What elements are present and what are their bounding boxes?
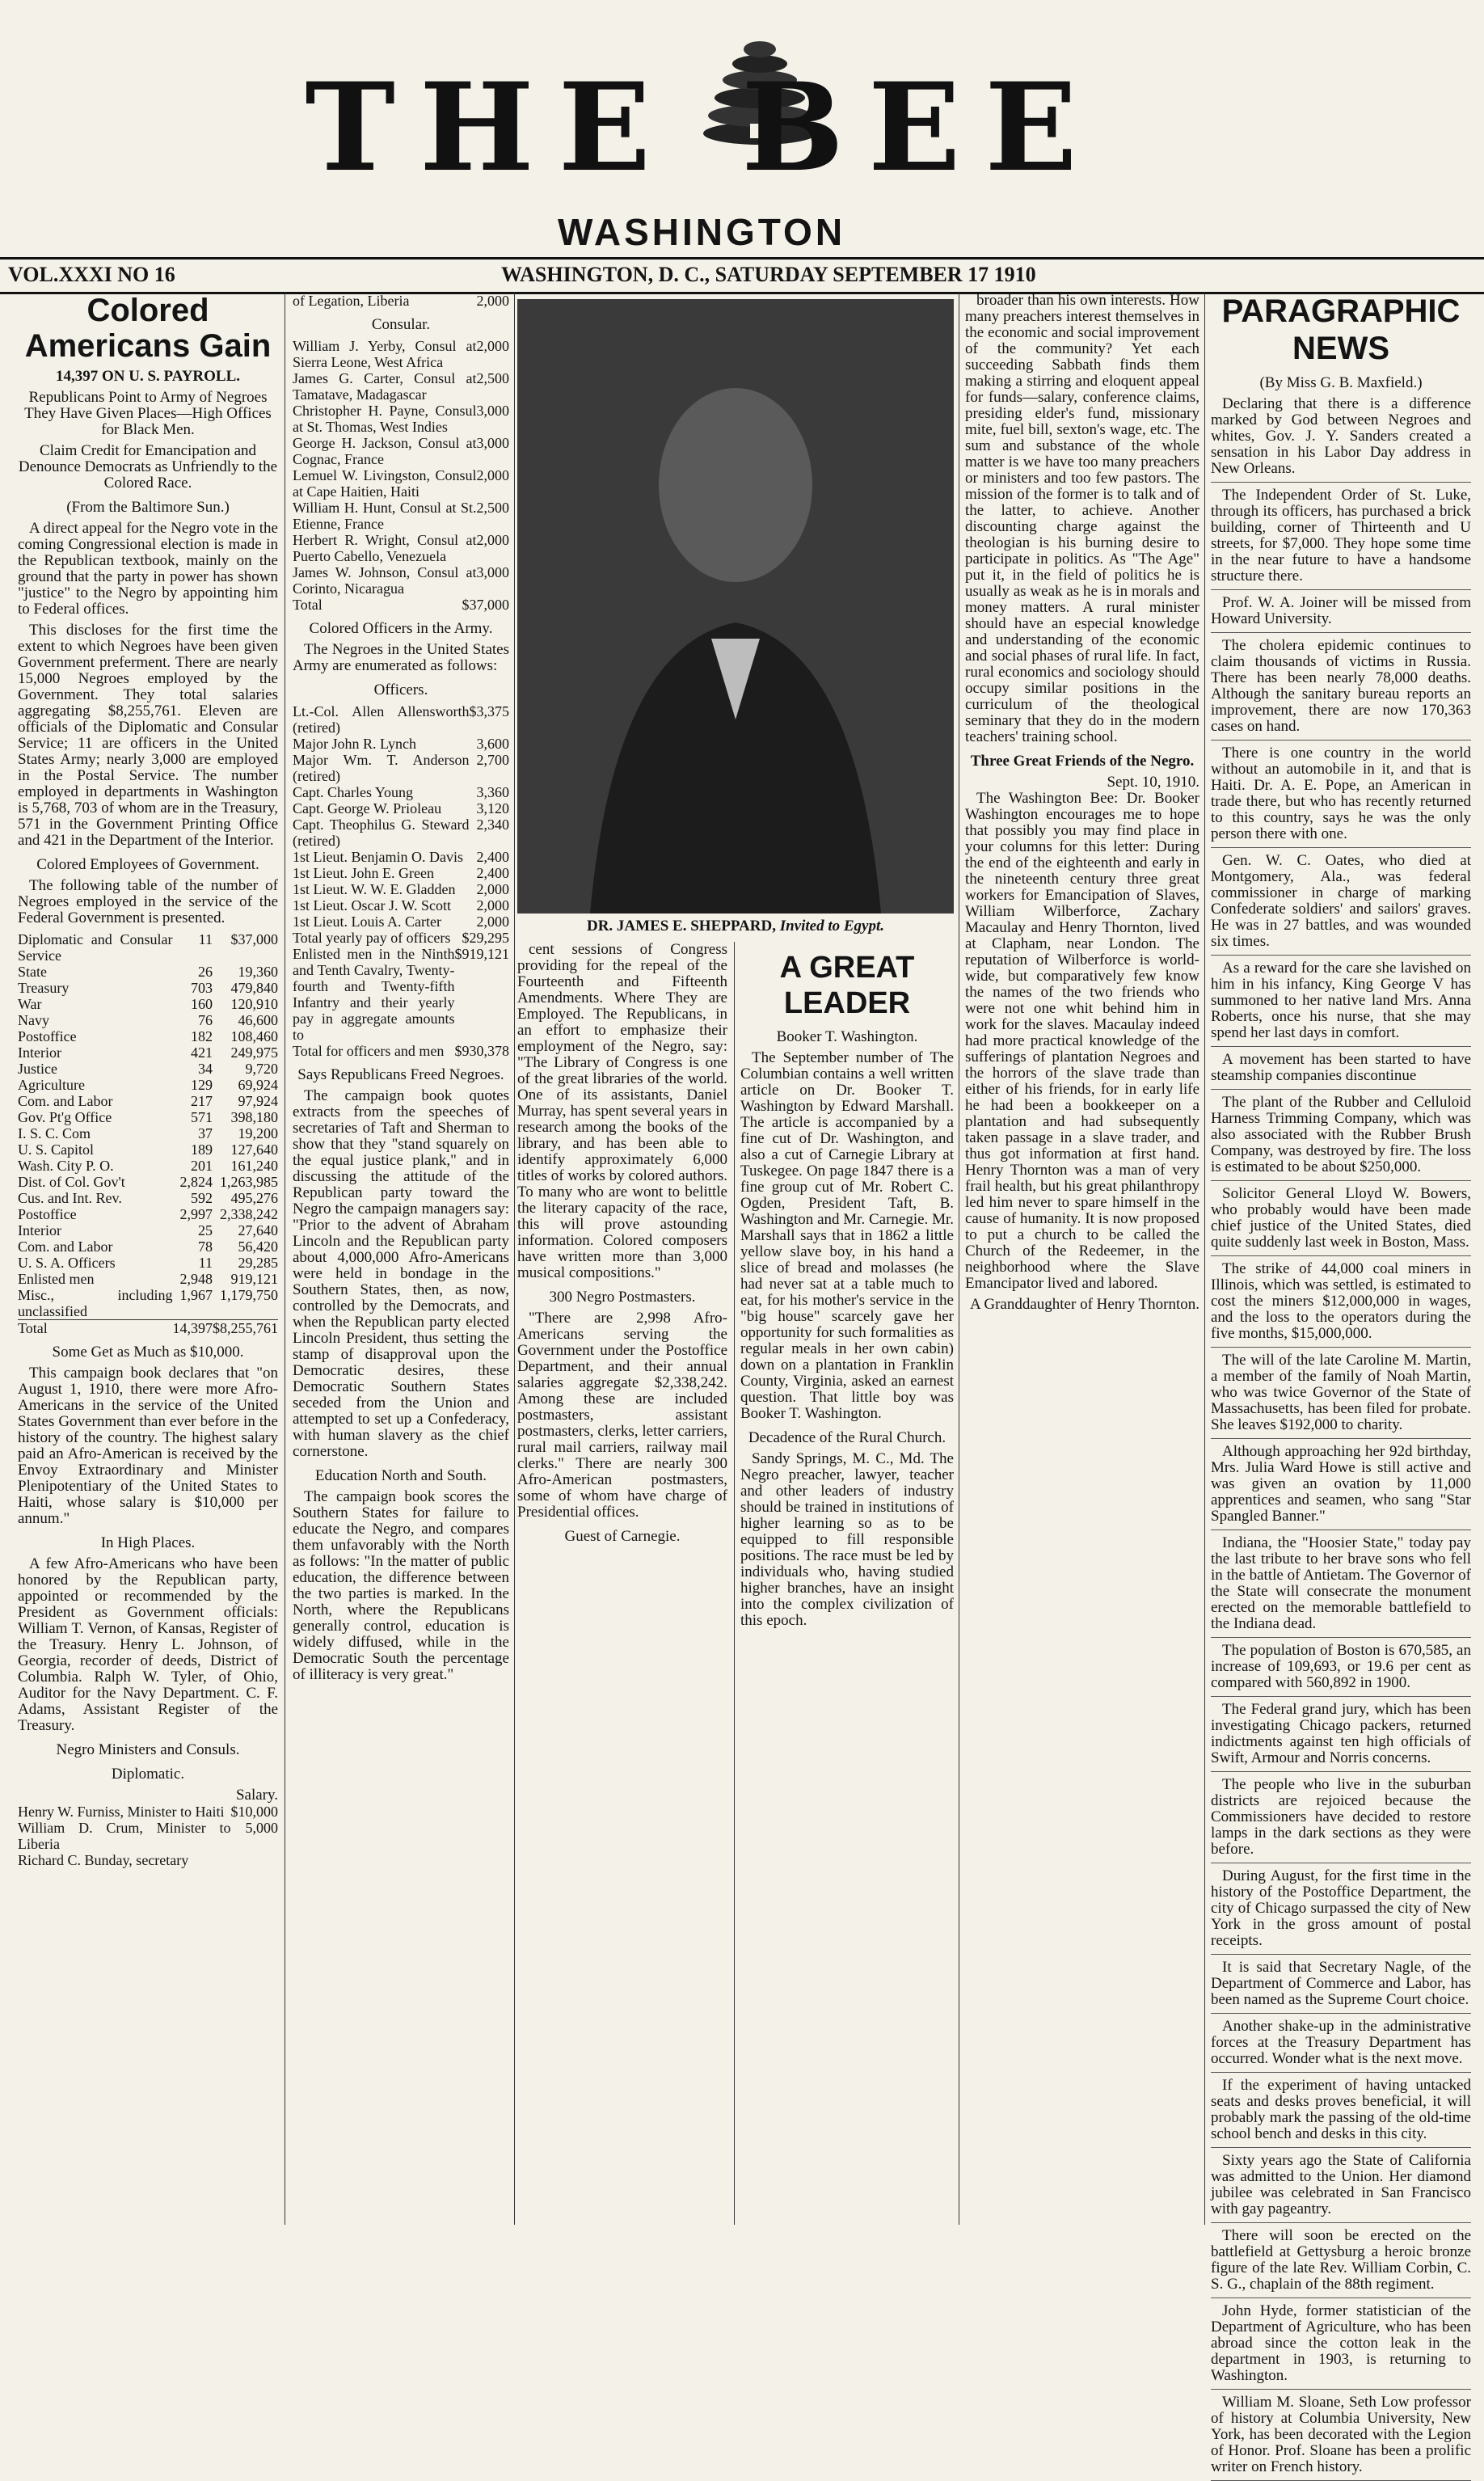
row-value: 182 [191, 1028, 213, 1044]
column-4 [965, 293, 1199, 2225]
row-value: 217 [191, 1093, 213, 1109]
table-row [18, 1061, 278, 1077]
consular-table [293, 338, 509, 597]
row-label: Gov. Pt'g Office [18, 1109, 112, 1125]
row-label: Postoffice [18, 1206, 77, 1222]
table-row [293, 500, 509, 532]
table-row [18, 1012, 278, 1028]
portrait-figure-icon [517, 299, 954, 913]
section-heading: In High Places. [100, 1534, 196, 1551]
table-row [18, 1206, 278, 1222]
paragraph: The following table of the number of Negroes employed in the service of the Federal Government is presented. [18, 877, 278, 926]
row-value: $930,378 [454, 1043, 509, 1059]
row-label: Herbert R. Wright, Consul at Puerto Cabello, Venezuela [293, 532, 477, 564]
row-label: 1st Lieut. Benjamin O. Davis [293, 849, 463, 865]
row-value: 2,000 [476, 881, 509, 897]
table-row [18, 1141, 278, 1158]
row-label: Cus. and Int. Rev. [18, 1190, 122, 1206]
paragraph: Sandy Springs, M. C., Md. The Negro preacher, lawyer, teacher and other leaders of industry should be trained in institutions of higher learning so as to be equipped to fill responsible positions. The race must be led by individuals who, having studied higher branches, have an insight into the complex civilization of this epoch. [740, 1450, 954, 1629]
row-value: $10,000 [230, 1804, 278, 1820]
news-item: Solicitor General Lloyd W. Bowers, who probably would have been made chief justice of the United States, died quite suddenly last week in Boston, Mass. [1211, 1186, 1471, 1256]
news-item: The cholera epidemic continues to claim thousands of victims in Russia. There has been nearly 78,000 deaths. Although the sanitary bureau reports an improvement, there are now 170,363 cases on hand. [1211, 638, 1471, 741]
row-value: 78 [198, 1238, 213, 1255]
row-value: 2,500 [476, 500, 509, 516]
table-row [18, 1852, 278, 1868]
table-row [18, 1804, 278, 1820]
total-cell: Total [18, 1320, 173, 1337]
row-value: 2,000 [476, 897, 509, 913]
row-value: 3,120 [476, 800, 509, 816]
row-label: Diplomatic and Consular Service [18, 931, 173, 964]
row-value: 27,640 [238, 1222, 278, 1238]
news-item: If the experiment of having untacked seats and desks proves beneficial, it will probably mark the passing of the old-time school bench and desks in this city. [1211, 2078, 1471, 2148]
row-value [231, 1852, 279, 1868]
row-value: 97,924 [238, 1093, 278, 1109]
row-value: 34 [198, 1061, 213, 1077]
table-row [293, 703, 509, 736]
paragraph: A few Afro-Americans who have been honored by the Republican party, appointed or recommended by the President as Government officials: William T. Vernon, of Kansas, Register of the Treasury. Henry L. Johnson, of Georgia, recorder of deeds, District of Columbia. Ralph W. Tyler, of Ohio, Auditor for the Navy Department. C. F. Adams, Assistant Register of the Treasury. [18, 1555, 278, 1734]
news-item: The Federal grand jury, which has been investigating Chicago packers, returned indictments against ten high officials of Swift, Armour and Norris concerns. [1211, 1702, 1471, 1772]
row-label: George H. Jackson, Consul at Cognac, France [293, 435, 477, 467]
table-row [18, 931, 278, 964]
column-1 [18, 293, 278, 2225]
row-value: 1,263,985 [220, 1174, 278, 1190]
news-item: There is one country in the world without an automobile in it, and that is Haiti. Dr. A. E. Pope, an American in trade there, but who has recently returned to this country, says he was the only person there with one. [1211, 745, 1471, 848]
employees-table [18, 931, 278, 1336]
table-row [293, 736, 509, 752]
row-value: 69,924 [238, 1077, 278, 1093]
row-label: State [18, 964, 47, 980]
news-item: It is said that Secretary Nagle, of the Department of Commerce and Labor, has been named as the Supreme Court choice. [1211, 1960, 1471, 2014]
row-value: 5,000 [245, 1820, 278, 1836]
row-value: 11 [198, 931, 213, 947]
row-value: $37,000 [230, 931, 278, 947]
consular-total [293, 597, 509, 613]
news-item: The will of the late Caroline M. Martin, a member of the family of Noah Martin, who was twice Governor of the State of Massachusetts, has been filed for probate. She leaves $192,000 to charity. [1211, 1352, 1471, 1439]
paragraph: The campaign book quotes extracts from the speeches of secretaries of Taft and Sherman to show that they "stand squarely on the equal justice plank," and in discussing the attitude of the Republican party toward the Negro the campaign managers say: "Prior to the advent of Abraham Lincoln and the Republican party about 4,000,000 Afro-Americans were held in bondage in the Southern States, then, as now, controlled by the Democrats, and when the Republican party elected Lincoln President, thus setting the stamp of disapproval upon the Democratic desires, these Democratic Southern States seceded from the Union and attempted to set up a Confederacy, with human slavery as the chief cornerstone. [293, 1087, 509, 1460]
row-value: 2,400 [476, 865, 509, 881]
table-row [293, 881, 509, 897]
table-row [18, 1190, 278, 1206]
row-value: 11 [198, 1255, 213, 1271]
row-value: 19,200 [238, 1125, 278, 1141]
paragraph: The Washington Bee: Dr. Booker Washington encourages me to hope that possibly you may find place in your columns for this letter: During the end of the eighteenth and early in the nineteenth century three great workers for Emancipation of Slaves, William Wilberforce, Zachary Macaulay and Henry Thornton, lived at Clapham, near London. The reputation of Wilberforce is world-wide, but comparatively few know the names of the two friends who were not one whit behind him in work for the slaves. Macaulay indeed had more practical knowledge of the sufferings of plantation Negroes and the horrors of the slave trade than either of his friends, for in early life he had been a bookkeeper on a plantation and had subsequently taken passage in a slave trader, and thus got information at first hand. Henry Thornton was a man of very frail health, but his great philanthropy led him never to spare himself in the cause of humanity. It is now proposed to put a church to be called the Church of the Redeemer, in the neighborhood where the Slave Emancipator lived and labored. [965, 790, 1199, 1292]
section-heading: Negro Ministers and Consuls. [56, 1741, 240, 1758]
total-value: $37,000 [462, 597, 509, 613]
source-line: (From the Baltimore Sun.) [66, 499, 230, 516]
column-5 [1211, 293, 1471, 2475]
section-heading: 300 Negro Postmasters. [549, 1289, 696, 1306]
row-label: William J. Yerby, Consul at Sierra Leone, West Africa [293, 338, 477, 370]
row-value: 3,000 [476, 403, 509, 419]
column-rule [1204, 293, 1205, 2225]
table-row [293, 897, 509, 913]
table-row [293, 784, 509, 800]
table-row [293, 370, 509, 403]
table-row [293, 435, 509, 467]
news-item: The Independent Order of St. Luke, through its officers, has purchased a brick building, corner of Thirteenth and U streets, for $7,000. They hope some time in the near future to have a handsome structure there. [1211, 487, 1471, 590]
row-label: Enlisted men in the Ninth and Tenth Cavalry, Twenty-fourth and Twenty-fifth Infantry and their yearly pay in aggregate amounts to [293, 946, 455, 1043]
table-row [293, 532, 509, 564]
row-label: Com. and Labor [18, 1238, 113, 1255]
news-item: The plant of the Rubber and Celluloid Harness Trimming Company, which was also associated with the Rubber Brush Company, was destroyed by fire. The loss is estimated to be about $250,000. [1211, 1095, 1471, 1181]
row-value: 3,600 [476, 736, 509, 752]
row-value: 3,000 [476, 564, 509, 580]
section-heading: Education North and South. [314, 1467, 487, 1484]
row-value: 592 [191, 1190, 213, 1206]
section-heading: Officers. [373, 681, 428, 698]
row-value: 479,840 [230, 980, 278, 996]
news-item: Sixty years ago the State of California was admitted to the Union. Her diamond jubilee was celebrated in San Francisco with gay pageantry. [1211, 2153, 1471, 2223]
city-name: WASHINGTON [558, 211, 846, 253]
column-3b [740, 942, 954, 2225]
row-label: Treasury [18, 980, 70, 996]
headline-great-leader: A GREAT LEADER [779, 951, 915, 1020]
row-label: Wash. City P. O. [18, 1158, 114, 1174]
row-value: 2,997 [179, 1206, 213, 1222]
table-row [18, 1158, 278, 1174]
column-rule [734, 942, 735, 2225]
table-row [18, 996, 278, 1012]
row-value: 2,948 [179, 1271, 213, 1287]
row-label: James W. Johnson, Consul at Corinto, Nicaragua [293, 564, 477, 597]
diplomatic-table [18, 1804, 278, 1868]
table-row [18, 1044, 278, 1061]
row-value: 2,000 [476, 913, 509, 930]
row-value: 421 [191, 1044, 213, 1061]
row-label: 1st Lieut. Louis A. Carter [293, 913, 441, 930]
news-item: Prof. W. A. Joiner will be missed from Howard University. [1211, 595, 1471, 633]
row-label: Henry W. Furniss, Minister to Haiti [18, 1804, 225, 1820]
row-value: 2,000 [476, 293, 509, 309]
table-row [293, 564, 509, 597]
table-row [18, 1271, 278, 1287]
news-item: Indiana, the "Hoosier State," today pay the last tribute to her brave sons who fell in the battle of Antietam. The Governor of the State will consecrate the monument erected on the memorable battlefield to the Indiana dead. [1211, 1535, 1471, 1638]
row-label: Navy [18, 1012, 49, 1028]
table-row [293, 403, 509, 435]
row-label: James G. Carter, Consul at Tamatave, Madagascar [293, 370, 477, 403]
news-item: The people who live in the suburban districts are rejoiced because the Commissioners have decided to restore lamps in the dark sections as they were before. [1211, 1777, 1471, 1863]
row-value: 56,420 [238, 1238, 278, 1255]
news-item: William M. Sloane, Seth Low professor of history at Columbia University, New York, has been decorated with the Legion of Honor. Prof. Sloane has been a prolific writer on French history. [1211, 2395, 1471, 2481]
row-label: War [18, 996, 42, 1012]
table-row [18, 1077, 278, 1093]
table-row [293, 800, 509, 816]
subhead-payroll: 14,397 ON U. S. PAYROLL. [55, 368, 241, 385]
paragraph: This discloses for the first time the extent to which Negroes have been given Government preferment. There are nearly 15,000 Negroes employed by the Government. They total salaries aggregating $8,255,761. Eleven are officials of the Diplomatic and Consular Service; 11 are officers in the United States Army; nearly 3,000 are employed in the Postal Service. The number employed in departments in Washington is 5,768, 703 of whom are in the Treasury, 571 in the Government Printing Office and 421 in the Department of the Interior. [18, 622, 278, 849]
table-row [18, 1820, 278, 1852]
table-row [18, 1174, 278, 1190]
legation-table [293, 293, 509, 309]
row-value: $919,121 [454, 946, 509, 962]
row-value: 249,975 [230, 1044, 278, 1061]
row-label: William H. Hunt, Consul at St. Etienne, France [293, 500, 477, 532]
row-value: 25 [198, 1222, 213, 1238]
row-value: 495,276 [230, 1190, 278, 1206]
paragraph: cent sessions of Congress providing for the repeal of the Fourteenth and Fifteenth Amendments. Where They are Employed. The Republicans, in an effort to emphasize their employment of the Negro, say: "The Library of Congress is one of the great libraries of the world. One of its assistants, Daniel Murray, has spent several years in research among the books of the library, and has been able to identify approximately 6,000 titles of works by colored authors. To many who are wont to belittle the literary capacity of the race, this will prove astounding information. Colored composers have written more than 3,000 musical compositions." [517, 941, 727, 1281]
section-heading: Some Get as Much as $10,000. [52, 1344, 244, 1361]
paragraph: The campaign book scores the Southern States for failure to educate the Negro, and compares them unfavorably with the North as follows: "In the matter of public education, the difference between the two parties is marked. In the North, where the Republicans generally control, education is widely diffused, while in the Democratic South the percentage of illiteracy is very great." [293, 1488, 509, 1683]
caption-name: DR. JAMES E. SHEPPARD, [586, 918, 776, 935]
row-value: 398,180 [230, 1109, 278, 1125]
row-label: 1st Lieut. Oscar J. W. Scott [293, 897, 451, 913]
salary-label: Salary. [235, 1787, 278, 1804]
row-label: Misc., including unclassified [18, 1287, 173, 1319]
section-heading: Three Great Friends of the Negro. [970, 753, 1195, 770]
section-heading: Says Republicans Freed Negroes. [297, 1066, 504, 1083]
row-value: 161,240 [230, 1158, 278, 1174]
photo-caption [517, 918, 954, 935]
section-heading: Consular. [371, 316, 431, 333]
row-value: 2,340 [476, 816, 509, 833]
row-value: 1,179,750 [220, 1287, 278, 1303]
row-label: Capt. Theophilus G. Steward (retired) [293, 816, 470, 849]
news-item: Another shake-up in the administrative forces at the Treasury Department has occurred. Wonder what is the next move. [1211, 2019, 1471, 2073]
row-label: Major John R. Lynch [293, 736, 416, 752]
row-value: 108,460 [230, 1028, 278, 1044]
table-row [293, 913, 509, 930]
row-label: Capt. George W. Prioleau [293, 800, 442, 816]
table-row [293, 849, 509, 865]
row-value: 29,285 [238, 1255, 278, 1271]
letter-signature: A Granddaughter of Henry Thornton. [969, 1296, 1199, 1313]
column-rule [514, 293, 515, 2225]
table-row [18, 1109, 278, 1125]
row-value: 120,910 [230, 996, 278, 1012]
row-value: 2,000 [476, 467, 509, 483]
army-totals [293, 930, 509, 1059]
army-total-row [293, 1043, 509, 1059]
row-value: 19,360 [238, 964, 278, 980]
row-value: 129 [191, 1077, 213, 1093]
row-value: 3,000 [476, 435, 509, 451]
row-label: Dist. of Col. Gov't [18, 1174, 125, 1190]
row-label: Justice [18, 1061, 57, 1077]
row-label: 1st Lieut. W. W. E. Gladden [293, 881, 456, 897]
dateline-bar [0, 257, 1484, 294]
table-row [18, 1222, 278, 1238]
table-row [18, 964, 278, 980]
table-row [18, 1093, 278, 1109]
row-value: 2,338,242 [220, 1206, 278, 1222]
news-item: John Hyde, former statistician of the Department of Agriculture, who has been abroad since the cotton leak in the department in 1903, is returning to Washington. [1211, 2303, 1471, 2390]
news-item: Declaring that there is a difference marked by God between Negroes and whites, Gov. J. Y. Sanders created a sensation in his Labor Day address in New Orleans. [1211, 396, 1471, 483]
table-row [293, 467, 509, 500]
row-label: William D. Crum, Minister to Liberia [18, 1820, 231, 1852]
table-row [293, 865, 509, 881]
paragraph: The Negroes in the United States Army are enumerated as follows: [293, 641, 509, 674]
paragraph: The September number of The Columbian contains a well written article on Dr. Booker T. Washington by Edward Marshall. The article is accompanied by a fine cut of Dr. Washington, and also a cut of Carnegie Library at Tuskegee. On page 1847 there is a fine group cut of Mr. Robert C. Ogden, President Taft, B. Washington and Mr. Carnegie. Mr. Marshall says that in 1862 a little yellow slave boy, in his hand a slice of bread and molasses (he had never sat at a table much to eat, for his mother's service in the "big house" scarcely gave her opportunity for such formalities as regular meals in her own cabin) down on a plantation in Franklin County, Virginia, asked an earnest question. That little boy was Booker T. Washington. [740, 1049, 954, 1422]
news-item: Although approaching her 92d birthday, Mrs. Julia Ward Howe is still active and was given an ovation by 11,000 apprentices and seamen, who sang "Star Spangled Banner." [1211, 1444, 1471, 1530]
table-row [18, 1255, 278, 1271]
row-label: U. S. Capitol [18, 1141, 95, 1158]
row-label: Lt.-Col. Allen Allensworth (retired) [293, 703, 470, 736]
table-row [18, 1125, 278, 1141]
row-value: 2,700 [476, 752, 509, 768]
section-heading: Diplomatic. [111, 1766, 185, 1783]
news-item: The population of Boston is 670,585, an increase of 109,693, or 19.6 per cent as compared with 560,892 in 1900. [1211, 1643, 1471, 1697]
row-value: 919,121 [230, 1271, 278, 1287]
row-value: 127,640 [230, 1141, 278, 1158]
row-value: 37 [198, 1125, 213, 1141]
army-total-row [293, 946, 509, 1043]
row-label: Interior [18, 1222, 61, 1238]
total-cell: $8,255,761 [213, 1320, 278, 1336]
army-total-row [293, 930, 509, 946]
issue-date: WASHINGTON, D. C., SATURDAY SEPTEMBER 17 1910 [501, 263, 1036, 286]
paragraph: A direct appeal for the Negro vote in the coming Congressional election is made in the Republican textbook, mainly on the ground that the party in power has shown "justice" to the Negro by appointing him to Federal offices. [18, 520, 278, 618]
army-table [293, 703, 509, 930]
row-label: Capt. Charles Young [293, 784, 414, 800]
row-value: $29,295 [462, 930, 509, 946]
row-label: Com. and Labor [18, 1093, 113, 1109]
row-value: 1,967 [179, 1287, 213, 1303]
row-label: Total yearly pay of officers [293, 930, 451, 946]
table-row [293, 293, 509, 309]
row-label: Agriculture [18, 1077, 85, 1093]
headline-paragraphic-news: PARAGRAPHIC NEWS [1221, 293, 1461, 366]
row-value: 2,000 [476, 532, 509, 548]
letter-date: Sept. 10, 1910. [1107, 774, 1199, 791]
row-value: 46,600 [238, 1012, 278, 1028]
deck-republicans: Republicans Point to Army of Negroes They Have Given Places—High Offices for Black Men. [24, 389, 272, 438]
row-value: 189 [191, 1141, 213, 1158]
row-label: Lemuel W. Livingston, Consul at Cape Haitien, Haiti [293, 467, 477, 500]
row-value: 703 [191, 980, 213, 996]
table-heading: Colored Employees of Government. [36, 856, 259, 873]
row-label: Enlisted men [18, 1271, 95, 1287]
row-value: 9,720 [245, 1061, 278, 1077]
headline-colored-americans: Colored Americans Gain [24, 293, 272, 364]
row-value: 2,500 [476, 370, 509, 386]
deck-emancipation: Claim Credit for Emancipation and Denounce Democrats as Unfriendly to the Colored Race. [18, 442, 278, 492]
row-value: 160 [191, 996, 213, 1012]
news-item: Gen. W. C. Oates, who died at Montgomery, Ala., was federal commissioner in charge of marking Confederate soldiers' and sailors' graves. He was in 27 battles, and was wounded six times. [1211, 853, 1471, 956]
column-3a [517, 942, 727, 2225]
row-label: Major Wm. T. Anderson (retired) [293, 752, 470, 784]
row-value: 3,360 [476, 784, 509, 800]
table-row [293, 338, 509, 370]
table-row [293, 752, 509, 784]
byline: (By Miss G. B. Maxfield.) [1259, 374, 1423, 391]
row-label: Total for officers and men [293, 1043, 445, 1059]
row-label: Interior [18, 1044, 61, 1061]
news-item: A movement has been started to have steamship companies discontinue [1211, 1052, 1471, 1090]
row-label: Richard C. Bunday, secretary [18, 1852, 189, 1868]
section-heading: Decadence of the Rural Church. [748, 1429, 946, 1446]
total-label: Total [293, 597, 323, 613]
row-label: Christopher H. Payne, Consul at St. Thomas, West Indies [293, 403, 477, 435]
portrait-photo [517, 299, 954, 913]
volume-number: VOL.XXXI NO 16 [8, 263, 175, 286]
masthead [0, 0, 1484, 286]
row-value: 2,000 [476, 338, 509, 354]
row-label: of Legation, Liberia [293, 293, 410, 309]
row-label: I. S. C. Com [18, 1125, 91, 1141]
row-value: 76 [198, 1012, 213, 1028]
table-row [293, 816, 509, 849]
newspaper-title: THE BEE [305, 57, 1102, 199]
row-value: 26 [198, 964, 213, 980]
news-item: There will soon be erected on the battlefield at Gettysburg a heroic bronze figure of the late Rev. William Corbin, C. S. G., chaplain of the 88th regiment. [1211, 2228, 1471, 2298]
paragraph: "There are 2,998 Afro-Americans serving the Government under the Postoffice Department, and their annual salaries aggregate $2,338,242. Among these are included postmasters, assistant postmasters, clerks, letter carriers, rural mail carriers, railway mail clerks." There are nearly 300 Afro-American postmasters, some of whom have charge of Presidential offices. [517, 1310, 727, 1521]
byline: Booker T. Washington. [776, 1028, 918, 1045]
section-heading: Colored Officers in the Army. [309, 620, 493, 637]
news-item: During August, for the first time in the history of the Postoffice Department, the city of Chicago surpassed the city of New York in the gross amount of postal receipts. [1211, 1868, 1471, 1955]
total-row [18, 1320, 278, 1337]
row-label: U. S. A. Officers [18, 1255, 116, 1271]
caption-note: Invited to Egypt. [779, 918, 885, 935]
row-value: 201 [191, 1158, 213, 1174]
row-value: $3,375 [469, 703, 509, 719]
table-row [18, 980, 278, 996]
paragraph: broader than his own interests. How many preachers interest themselves in the economic and social improvement of the community? Yet each succeeding Sabbath finds them making a stirring and eloquent appeal for funds—salary, conference claims, presiding elder's fund, missionary mite, fuel bill, sexton's wage, etc. The sum and substance of the whole matter is we have too many preachers or ministers and too few pastors. The mission of the former is to talk and of the latter, to achieve. Another discounting charge against the theologian is his burning desire to participate in politics. As "The Age" put it, in the field of politics he is usually as weak as he is in morals and money matters. A rural minister should have an especial knowledge and understanding of the economic and social phases of rural life. In fact, rural economics and sociology should occupy similar positions in the curriculum of the theological seminary that they do in the modern teachers' training school. [965, 292, 1199, 745]
row-value: 571 [191, 1109, 213, 1125]
row-label: Postoffice [18, 1028, 77, 1044]
table-row [18, 1238, 278, 1255]
column-2 [293, 293, 509, 2225]
news-item: The strike of 44,000 coal miners in Illinois, which was settled, is estimated to cost the miners $12,000,000 in wages, and the loss to the operators during the five months, $15,000,000. [1211, 1261, 1471, 1348]
table-row [18, 1028, 278, 1044]
row-label: 1st Lieut. John E. Green [293, 865, 434, 881]
section-heading: Guest of Carnegie. [564, 1528, 681, 1545]
paragraph: This campaign book declares that "on August 1, 1910, there were more Afro-Americans in the service of the United States Government than ever before in the history of the country. The highest salary paid an Afro-American is received by the Envoy Extraordinary and Minister Plenipotentiary of the United States to Haiti, whose salary is $10,000 per annum." [18, 1365, 278, 1527]
row-value: 2,400 [476, 849, 509, 865]
total-cell: 14,397 [172, 1320, 213, 1336]
table-row [18, 1287, 278, 1320]
news-item: As a reward for the care she lavished on him in his infancy, King George V has summoned to her native land Mrs. Anna Roberts, once his nurse, that she may spend her last days in comfort. [1211, 960, 1471, 1047]
row-value: 2,824 [179, 1174, 213, 1190]
